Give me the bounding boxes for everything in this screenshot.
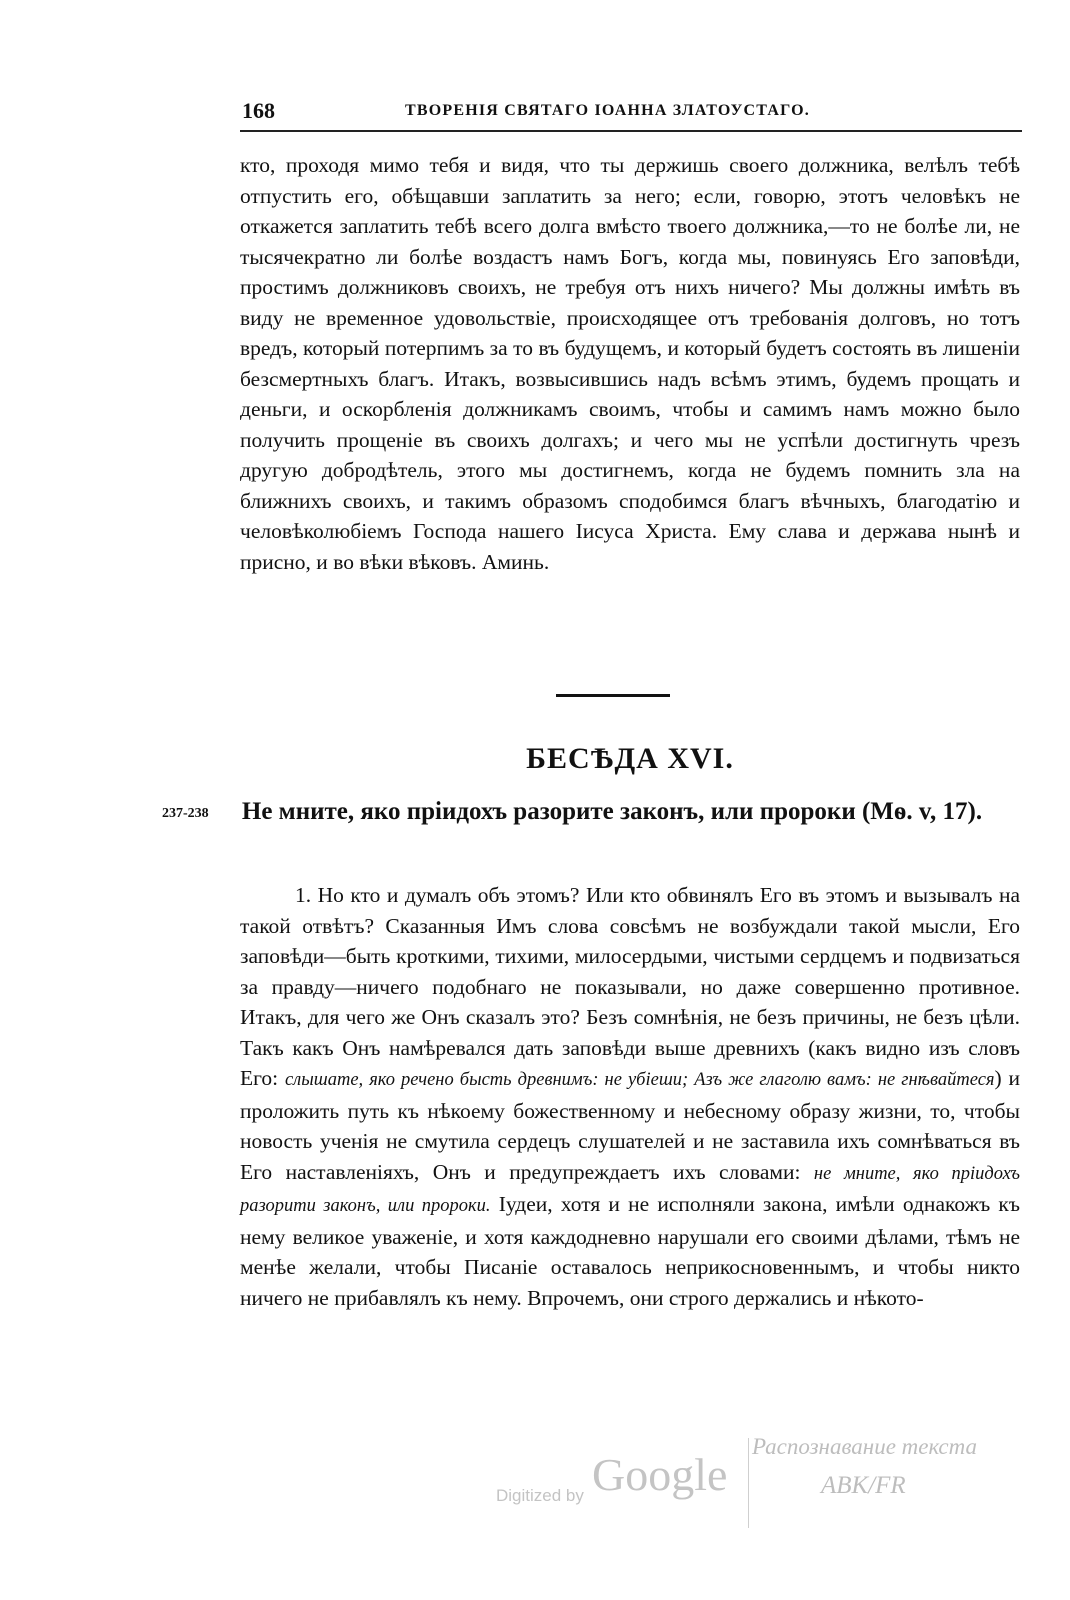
paragraph-main-text-1: 1. Но кто и думалъ объ этомъ? Или кто обвинялъ Его въ этомъ и вызывалъ на такой отвѣтъ? Сказанныя Имъ слова совсѣмъ не возбуждали такой мысли, Его заповѣди—быть кроткими, тихими, милосердыми, чистыми сердцемъ и подвизаться за правду—ничего подобнаго не показывали, но даже совершенно противное. Итакъ, для чего же Онъ сказалъ это? Безъ сомнѣнія, не безъ причины, не безъ цѣли. Такъ какъ Онъ намѣревался дать заповѣди выше древнихъ (какъ видно изъ словъ Его:	[240, 883, 1020, 1090]
digitized-by-label: Digitized by	[496, 1486, 584, 1505]
ocr-note: Распознавание текста	[752, 1434, 977, 1459]
page-number: 168	[242, 98, 275, 123]
running-head	[240, 96, 1022, 132]
paragraph-main-text-3: Іудеи, хотя и не исполняли закона, имѣли однакожъ къ нему великое уваженіе, и хотя каждодневно нарушали его своими дѣлами, тѣмъ не менѣе желали, чтобы Писаніе оставалось неприкосновеннымъ, и чтобы никто ничего не прибавлялъ къ нему. Впрочемъ, они строго держались и нѣкото-	[240, 1192, 1020, 1310]
google-logo: Google	[592, 1449, 728, 1500]
paragraph-continuation: кто, проходя мимо тебя и видя, что ты держишь своего должника, велѣлъ тебѣ отпустить его, обѣщавши заплатить за него; если, говорю, этотъ человѣкъ не откажется заплатить тебѣ всего долга вмѣсто твоего должника,—то не болѣе ли, не тысячекратно ли болѣе воздастъ намъ Богъ, когда мы, повинуясь Его заповѣди, простимъ должниковъ своихъ, не требуя отъ нихъ ничего? Мы должны имѣть въ виду не временное удовольствіе, происходящее отъ требованія долговъ, но тотъ вредъ, который потерпимъ за то въ будущемъ, и который будетъ состоять въ лишеніи безсмертныхъ благъ. Итакъ, возвысившись надъ всѣмъ этимъ, будемъ прощать и деньги, и оскорбленія должникамъ своимъ, чтобы и самимъ намъ можно было получить прощеніе въ своихъ долгахъ; и чего мы не успѣли достигнуть чрезъ другую добродѣтель, этого мы достигнемъ, когда не будемъ помнить зла на ближнихъ своихъ, и такимъ образомъ сподобимся благъ вѣчныхъ, благодатію и человѣколюбіемъ Господа нашего Іисуса Христа. Ему слава и держава нынѣ и присно, и во вѣки вѣковъ. Аминь.	[240, 153, 1020, 574]
paragraph-main-text-2: ) и проложить путь къ нѣкоему божественному и небесному образу жизни, то, чтобы новость ученія не смутила сердецъ слушателей и не заставила ихъ сомнѣваться въ Его наставленіяхъ, Онъ и предупреждаетъ ихъ словами:	[240, 1066, 1021, 1184]
running-title: ТВОРЕНІЯ СВЯТАГО ІОАННА ЗЛАТОУСТАГО.	[405, 102, 810, 119]
scripture-quote-1: слышате, яко речено бысть древнимъ: не убіеши; Азъ же глаголю вамъ: не гнѣвайтеся	[284, 1070, 995, 1090]
watermark-divider	[748, 1438, 749, 1528]
homily-heading: БЕСѢДА XVI.	[526, 742, 734, 775]
margin-reference: 237-238	[162, 806, 209, 821]
ocr-signature: ABK/FR	[821, 1472, 906, 1499]
paragraph-main	[240, 880, 1020, 1313]
epigraph: Не мните, яко пріидохъ разорите законъ, или пророки (Мѳ. v, 17).	[241, 798, 983, 825]
section-divider	[556, 694, 670, 697]
digitization-watermark	[496, 1430, 1026, 1540]
scripture-quote-2: не мните, яко пріидохъ разорити законъ, или пророки.	[240, 1163, 1020, 1216]
